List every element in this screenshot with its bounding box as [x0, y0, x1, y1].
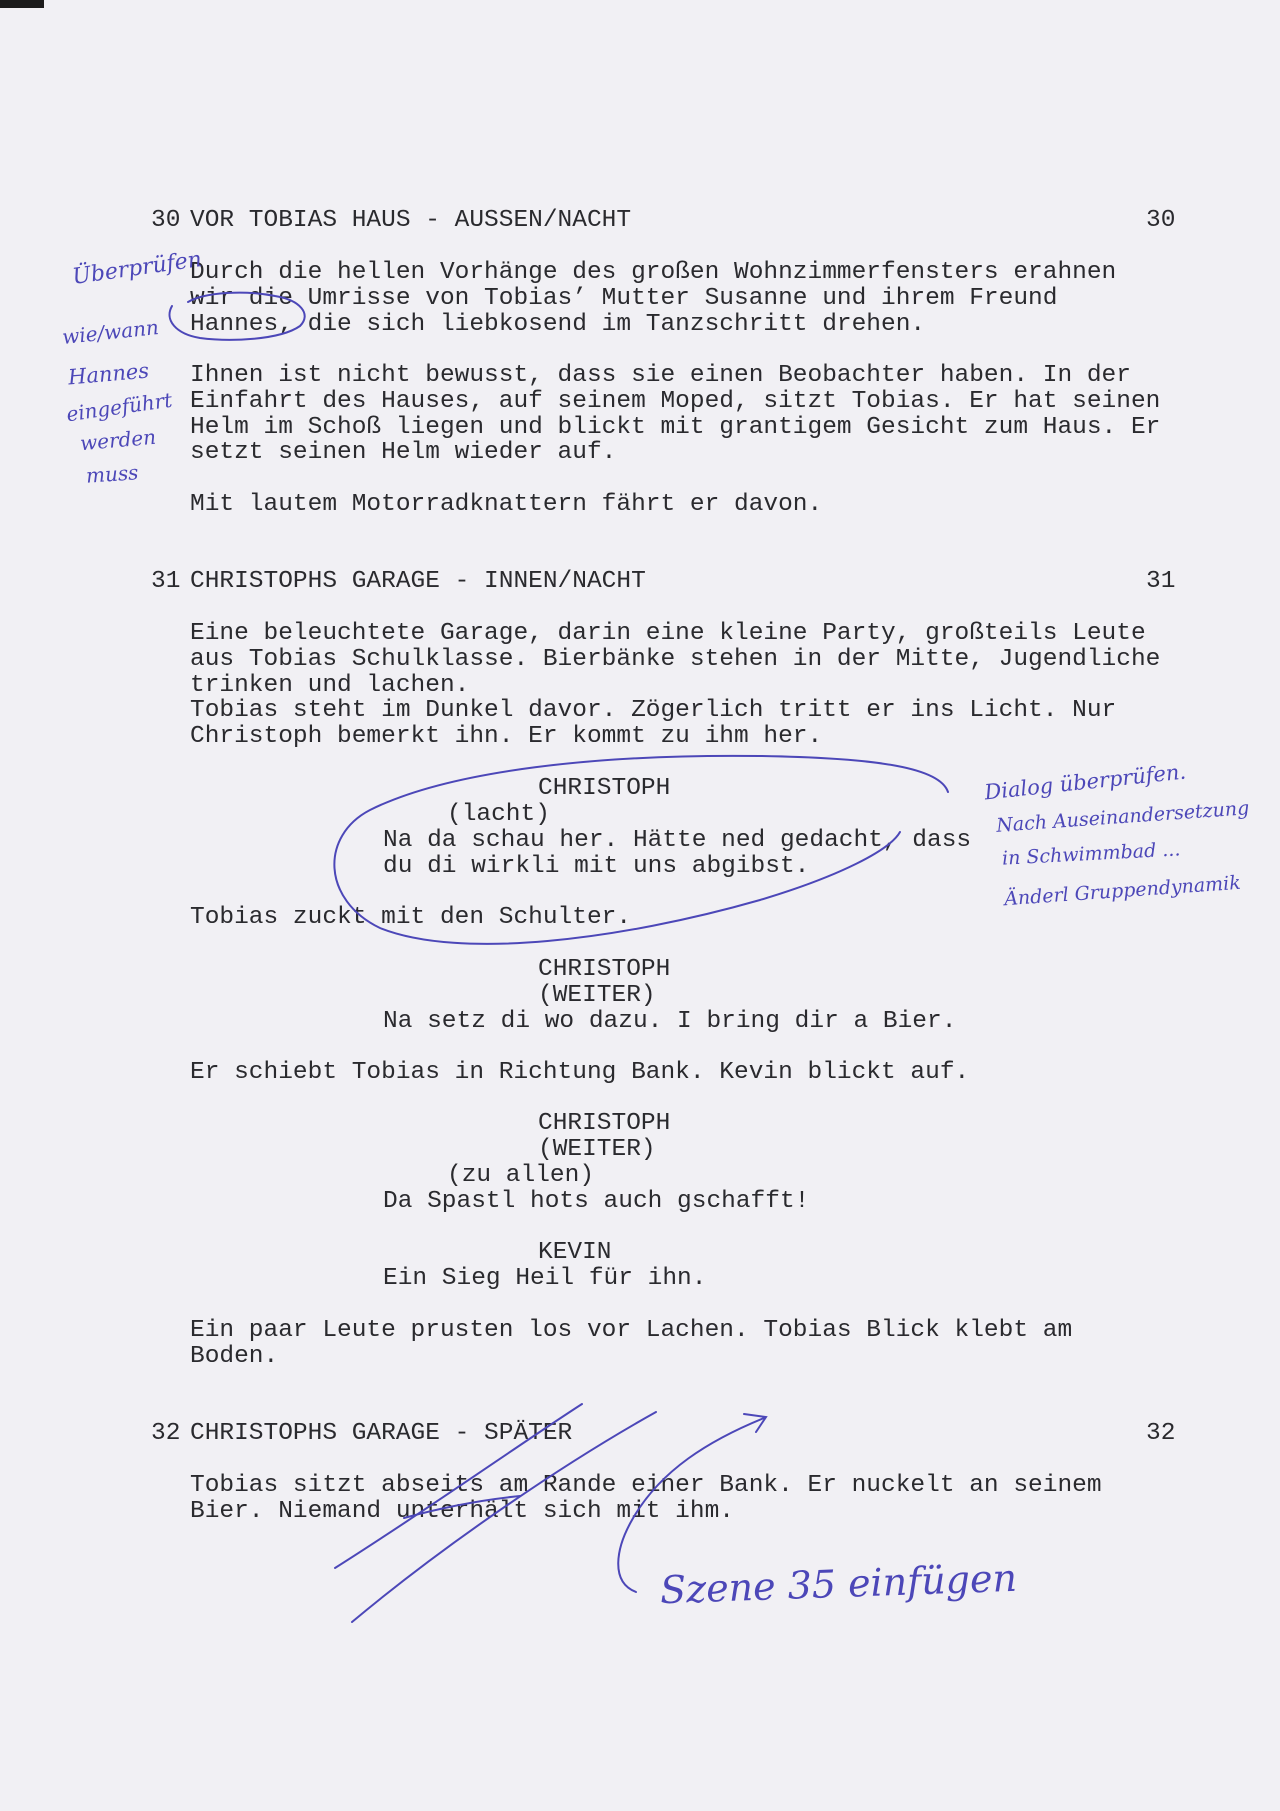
- action-paragraph: Er schiebt Tobias in Richtung Bank. Kevin blickt auf.: [190, 1059, 970, 1086]
- scene-slash-right: [352, 1412, 656, 1622]
- character-cue: KEVIN: [538, 1239, 612, 1266]
- note-line: Nach Auseinandersetzung: [995, 797, 1250, 837]
- arrow-hook: [618, 1418, 764, 1592]
- dialogue-ellipse: [334, 756, 948, 944]
- action-paragraph: Ihnen ist nicht bewusst, dass sie einen Beobachter haben. In der Einfahrt des Hauses, auf seinem Moped, sitzt Tobias. Er hat seinen Helm im Schoß liegen und blickt mit grantigem Gesicht zum Haus. Er setzt seinen Helm wieder auf.: [190, 362, 1161, 467]
- character-cue: CHRISTOPH: [538, 956, 671, 983]
- dialogue-line: Ein Sieg Heil für ihn.: [383, 1265, 707, 1292]
- note-line: Überprüfen: [70, 247, 204, 290]
- note-line: muss: [85, 460, 140, 488]
- scene-number-left: 31: [151, 568, 181, 595]
- note-line: wie/wann: [61, 315, 160, 349]
- action-paragraph: Ein paar Leute prusten los vor Lachen. Tobias Blick klebt am Boden.: [190, 1317, 1073, 1370]
- action-paragraph: Durch die hellen Vorhänge des großen Wohnzimmerfensters erahnen wir die Umrisse von Tobias’ Mutter Susanne und ihrem Freund Hannes, die sich liebkosend im Tanzschritt drehen.: [190, 259, 1117, 338]
- action-paragraph: Tobias zuckt mit den Schulter.: [190, 904, 632, 931]
- dialogue-line: Da Spastl hots auch gschafft!: [383, 1188, 810, 1215]
- note-line: Änderl Gruppendynamik: [1003, 871, 1242, 911]
- note-line: eingeführt: [64, 387, 174, 427]
- character-cue: CHRISTOPH: [538, 775, 671, 802]
- scene-number-right: 31: [1146, 568, 1176, 595]
- parenthetical: (lacht): [447, 801, 550, 828]
- scene-heading: CHRISTOPHS GARAGE - INNEN/NACHT: [190, 568, 646, 595]
- action-paragraph: Mit lautem Motorradknattern fährt er davon.: [190, 491, 823, 518]
- underline-overstroke: [404, 1496, 520, 1518]
- scene-number-right: 30: [1146, 207, 1176, 234]
- dialogue-line: Na setz di wo dazu. I bring dir a Bier.: [383, 1008, 957, 1035]
- note-line: Hannes: [67, 358, 150, 390]
- dialogue-line: Na da schau her. Hätte ned gedacht, dass du di wirkli mit uns abgibst.: [383, 827, 972, 880]
- parenthetical: (zu allen): [447, 1162, 595, 1189]
- action-paragraph: Tobias sitzt abseits am Rande einer Bank. Er nuckelt an seinem Bier. Niemand unterhält sich mit ihm.: [190, 1472, 1102, 1525]
- cont-extension: (WEITER): [538, 982, 656, 1009]
- scene-slash-left: [335, 1404, 582, 1568]
- note-line: werden: [79, 424, 157, 456]
- scene-number-left: 32: [151, 1420, 181, 1447]
- note-line: Dialog überprüfen.: [983, 759, 1188, 805]
- scene-heading: CHRISTOPHS GARAGE - SPÄTER: [190, 1420, 573, 1447]
- cont-extension: (WEITER): [538, 1136, 656, 1163]
- scene-number-left: 30: [151, 207, 181, 234]
- arrow-head: [744, 1414, 766, 1432]
- note-line: in Schwimmbad ...: [1001, 838, 1181, 870]
- character-cue: CHRISTOPH: [538, 1110, 671, 1137]
- scene-heading: VOR TOBIAS HAUS - AUSSEN/NACHT: [190, 207, 632, 234]
- circle-hannes: [170, 293, 305, 340]
- scene-number-right: 32: [1146, 1420, 1176, 1447]
- action-paragraph: Eine beleuchtete Garage, darin eine kleine Party, großteils Leute aus Tobias Schulklasse. Bierbänke stehen in der Mitte, Jugendliche trinken und lachen. Tobias steht im Dunkel davor. Zögerlich tritt er ins Licht. Nur Christoph bemerkt ihn. Er kommt zu ihm her.: [190, 620, 1161, 751]
- margin-note-insert-scene: Szene 35 einfügen: [659, 1555, 1018, 1613]
